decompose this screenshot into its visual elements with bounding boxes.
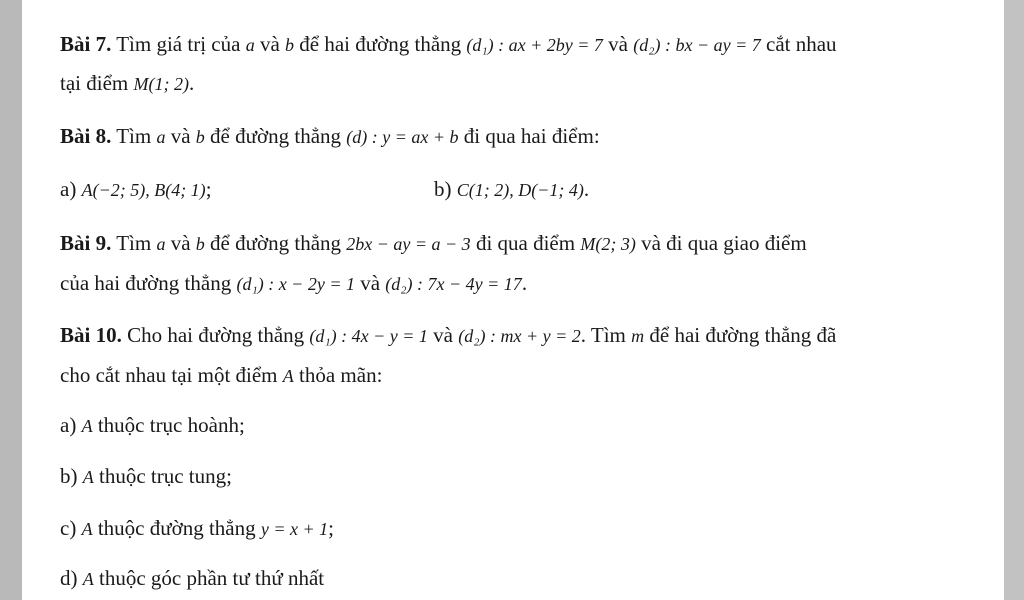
b8-item-b — [434, 176, 589, 203]
b7-var-a: a — [245, 35, 255, 55]
b9-var-b: b — [195, 234, 205, 254]
b9-dot: . — [521, 271, 528, 295]
b9-line-1 — [60, 230, 807, 257]
b10-label: Bài 10. — [60, 323, 122, 347]
b10-text-4: cho cắt nhau tại một điểm — [60, 363, 278, 387]
b10-item-b — [60, 463, 232, 490]
b7-label: Bài 7. — [60, 32, 112, 56]
b7-line-1 — [60, 31, 837, 58]
viewer-right-edge — [1004, 0, 1024, 600]
b7-point: M(1; 2) — [133, 74, 189, 94]
b8-eq: (d) : y = ax + b — [346, 127, 459, 147]
b9-and: và — [170, 231, 191, 255]
b10-item-b-text: thuộc trục tung; — [99, 464, 232, 488]
b10-item-d-text: thuộc góc phần tư thứ nhất — [99, 566, 325, 590]
b10-var-m: m — [631, 326, 645, 346]
b9-and-2: và — [360, 271, 381, 295]
b8-item-a — [60, 176, 212, 203]
b10-item-d — [60, 565, 324, 592]
b10-text-3: để hai đường thẳng đã — [649, 323, 837, 347]
b7-text-4: tại điểm — [60, 71, 129, 95]
b7-var-b: b — [285, 35, 295, 55]
b10-eq-d1: (d₁) : 4x − y = 1 — [309, 326, 428, 346]
b7-eq-d2: (d₂) : bx − ay = 7 — [633, 35, 761, 55]
b8-var-a: a — [156, 127, 166, 147]
b7-text-3: cắt nhau — [766, 32, 837, 56]
b7-text-1: Tìm giá trị của — [116, 32, 241, 56]
b8-item-b-label: b) — [434, 177, 452, 201]
b9-text-3: đi qua điểm — [475, 231, 576, 255]
b9-text-2: để đường thẳng — [210, 231, 342, 255]
b8-text-1: Tìm — [116, 124, 152, 148]
b8-label: Bài 8. — [60, 124, 112, 148]
b9-text-4: và đi qua giao điểm — [641, 231, 807, 255]
b10-item-b-var: A — [82, 467, 94, 487]
b10-text-2: . Tìm — [580, 323, 626, 347]
b7-eq-d1: (d₁) : ax + 2by = 7 — [466, 35, 603, 55]
b10-line-2 — [60, 362, 382, 389]
b10-item-a — [60, 412, 245, 439]
b9-point: M(2; 3) — [580, 234, 636, 254]
b9-eq: 2bx − ay = a − 3 — [346, 234, 471, 254]
b10-item-d-label: d) — [60, 566, 78, 590]
b10-item-c-eq: y = x + 1 — [260, 519, 329, 539]
b8-item-a-end: ; — [205, 177, 212, 201]
viewer-left-edge — [0, 0, 22, 600]
b10-eq-d2: (d₂) : mx + y = 2 — [458, 326, 581, 346]
b7-line-2 — [60, 70, 194, 97]
b10-item-c-end: ; — [328, 516, 335, 540]
b10-text-5: thỏa mãn: — [299, 363, 383, 387]
b9-text-5: của hai đường thẳng — [60, 271, 232, 295]
b8-text-2: để đường thẳng — [210, 124, 342, 148]
b8-item-b-points: C(1; 2), D(−1; 4) — [456, 180, 584, 200]
document-page — [22, 0, 1004, 600]
b9-text-1: Tìm — [116, 231, 152, 255]
b10-item-c-var: A — [81, 519, 93, 539]
b10-item-c-text: thuộc đường thẳng — [97, 516, 256, 540]
b10-and: và — [433, 323, 453, 347]
b8-line-1 — [60, 123, 600, 150]
b7-text-2: để hai đường thẳng — [299, 32, 462, 56]
b8-text-3: đi qua hai điểm: — [463, 124, 600, 148]
b8-var-b: b — [195, 127, 205, 147]
b9-eq-d1: (d₁) : x − 2y = 1 — [236, 274, 355, 294]
b8-item-a-points: A(−2; 5), B(4; 1) — [81, 180, 206, 200]
b10-item-b-label: b) — [60, 464, 78, 488]
b10-line-1 — [60, 322, 836, 349]
b10-item-c-label: c) — [60, 516, 77, 540]
b10-text-1: Cho hai đường thẳng — [127, 323, 305, 347]
b7-dot: . — [188, 71, 195, 95]
b10-item-a-label: a) — [60, 413, 77, 437]
b10-item-a-text: thuộc trục hoành; — [97, 413, 245, 437]
b8-and: và — [170, 124, 191, 148]
b9-eq-d2: (d₂) : 7x − 4y = 17 — [385, 274, 522, 294]
b8-item-a-label: a) — [60, 177, 77, 201]
b9-label: Bài 9. — [60, 231, 112, 255]
b10-item-c — [60, 515, 334, 542]
b10-var-A: A — [282, 366, 294, 386]
b9-line-2 — [60, 270, 527, 297]
b10-item-d-var: A — [82, 569, 94, 589]
b9-var-a: a — [156, 234, 166, 254]
b7-and-2: và — [608, 32, 628, 56]
b10-item-a-var: A — [81, 416, 93, 436]
b8-item-b-end: . — [583, 177, 590, 201]
b7-and: và — [259, 32, 280, 56]
